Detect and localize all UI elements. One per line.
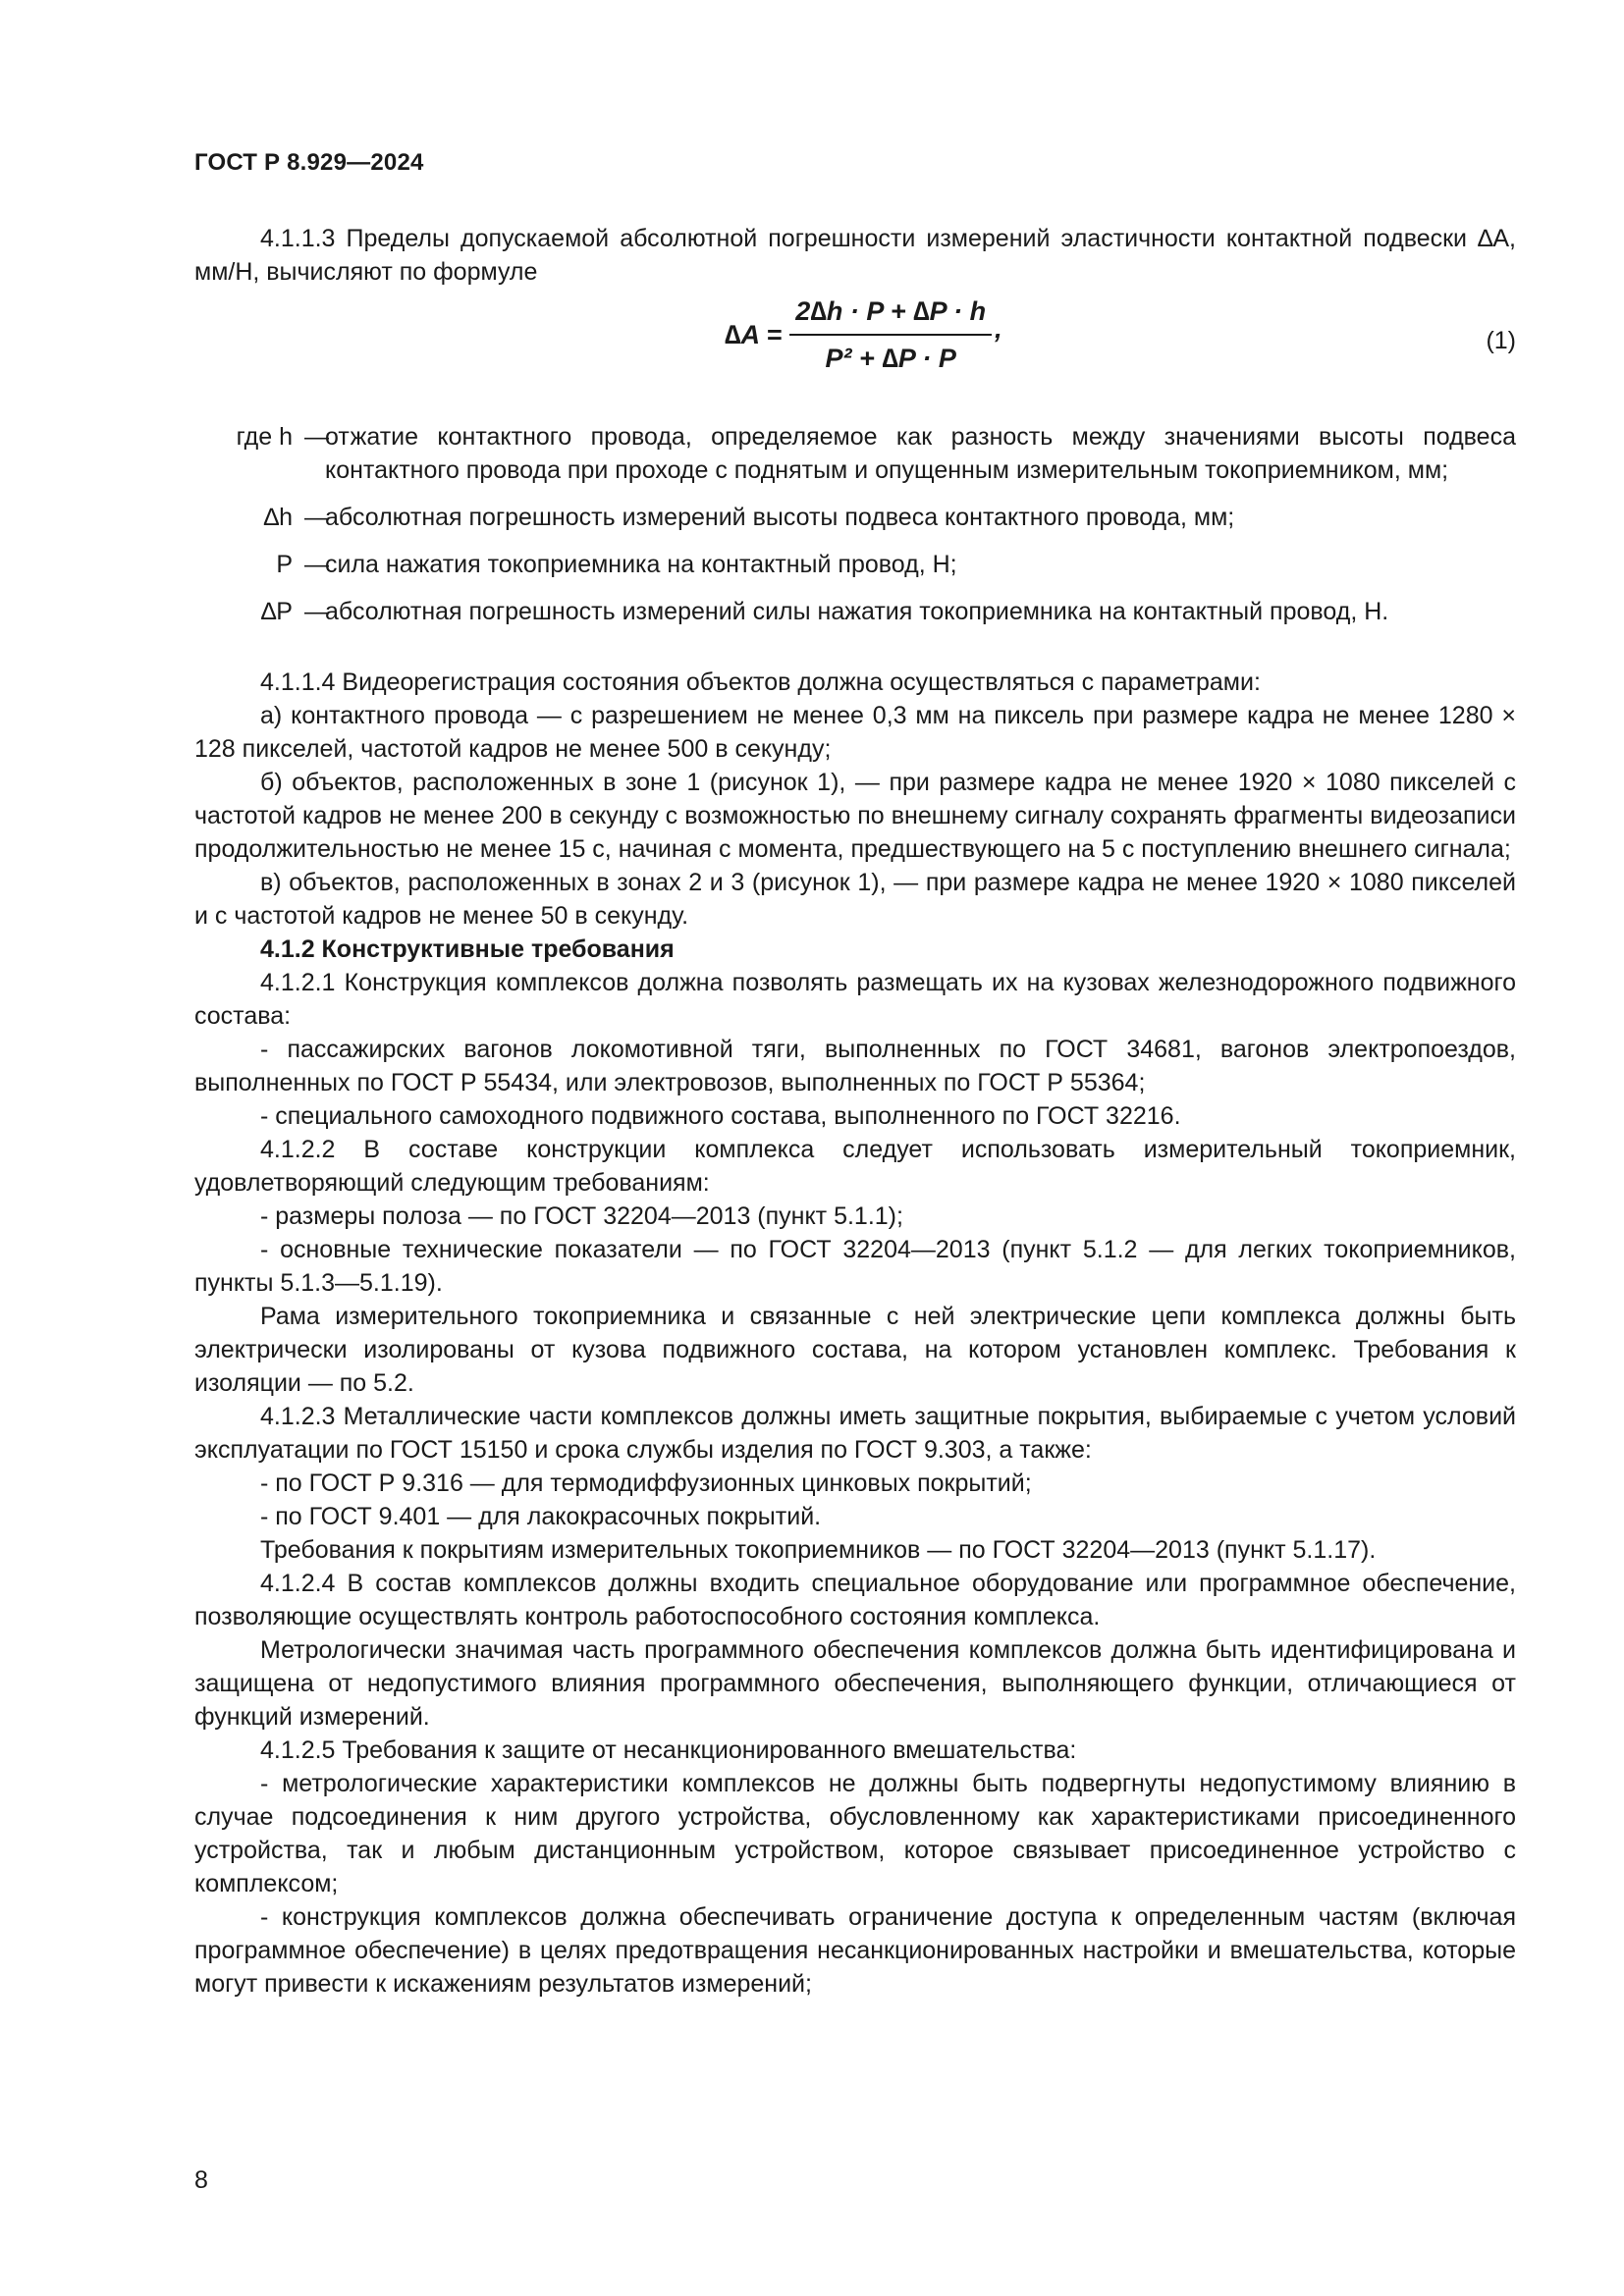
document-header: ГОСТ Р 8.929—2024 bbox=[194, 149, 424, 176]
paragraph: - пассажирских вагонов локомотивной тяги, выполненных по ГОСТ 34681, вагонов электропоездов, выполненных по ГОСТ Р 55434, или электровозов, выполненных по ГОСТ Р 55364; bbox=[194, 1036, 1516, 1096]
where-definition: сила нажатия токоприемника на контактный провод, Н; bbox=[325, 551, 957, 578]
paragraph: Метрологически значимая часть программного обеспечения комплексов должна быть идентифицирована и защищена от недопустимого влияния программного обеспечения, выполняющего функции, отличающиеся от функций измерений. bbox=[194, 1636, 1516, 1731]
paragraph: 4.1.2.1 Конструкция комплексов должна позволять размещать их на кузовах железнодорожного подвижного состава: bbox=[194, 969, 1516, 1030]
where-list bbox=[194, 420, 1516, 628]
where-definition: абсолютная погрешность измерений высоты подвеса контактного провода, мм; bbox=[325, 504, 1235, 531]
formula-fraction bbox=[789, 294, 992, 375]
where-symbol: P bbox=[276, 551, 293, 578]
paragraph: в) объектов, расположенных в зонах 2 и 3 (рисунок 1), — при размере кадра не менее 1920 × 1080 пикселей и с частотой кадров не менее 50 в секунду. bbox=[194, 869, 1516, 930]
paragraph: а) контактного провода — с разрешением не менее 0,3 мм на пиксель при размере кадра не менее 1280 × 128 пикселей, частотой кадров не менее 500 в секунду; bbox=[194, 702, 1516, 763]
where-definition: абсолютная погрешность измерений силы нажатия токоприемника на контактный провод, Н. bbox=[325, 598, 1389, 625]
paragraph: - специального самоходного подвижного состава, выполненного по ГОСТ 32216. bbox=[260, 1102, 1181, 1130]
formula-numerator: 2∆h · P + ∆P · h bbox=[789, 294, 992, 336]
where-item bbox=[194, 595, 1516, 628]
formula-comma: , bbox=[995, 314, 1002, 344]
where-item bbox=[194, 548, 1516, 581]
page-number: 8 bbox=[194, 2166, 208, 2194]
where-dash: — bbox=[304, 551, 329, 578]
paragraph: 4.1.2.3 Металлические части комплексов должны иметь защитные покрытия, выбираемые с учетом условий эксплуатации по ГОСТ 15150 и срока службы изделия по ГОСТ 9.303, а также: bbox=[194, 1403, 1516, 1464]
formula-block bbox=[194, 294, 1516, 391]
formula-lhs: ∆A = bbox=[725, 320, 783, 349]
paragraph: Требования к покрытиям измерительных токоприемников — по ГОСТ 32204—2013 (пункт 5.1.17). bbox=[260, 1536, 1377, 1564]
formula bbox=[725, 294, 1002, 375]
paragraph: 4.1.2.4 В состав комплексов должны входить специальное оборудование или программное обеспечение, позволяющие осуществлять контроль работоспособного состояния комплекса. bbox=[194, 1570, 1516, 1630]
section-heading: 4.1.2 Конструктивные требования bbox=[260, 935, 675, 963]
paragraph: - по ГОСТ 9.401 — для лакокрасочных покрытий. bbox=[260, 1503, 822, 1530]
where-definition: отжатие контактного провода, определяемое как разность между значениями высоты подвеса контактного провода при проходе с поднятым и опущенным измерительным токоприемником, мм; bbox=[325, 423, 1516, 484]
where-dash: — bbox=[304, 598, 329, 625]
paragraph: - метрологические характеристики комплексов не должны быть подвергнуты недопустимому влиянию в случае подсоединения к ним другого устройства, обусловленному как характеристиками присоединенного устройства, так и любым дистанционным устройством, которое связывает присоединенное устройство с комплексом; bbox=[194, 1770, 1516, 1897]
paragraph: - конструкция комплексов должна обеспечивать ограничение доступа к определенным частям (включая программное обеспечение) в целях предотвращения несанкционированных настройки и вмешательства, которые могут привести к искажениям результатов измерений; bbox=[194, 1903, 1516, 1998]
where-dash: — bbox=[304, 504, 329, 531]
formula-number: (1) bbox=[1486, 327, 1516, 354]
paragraph: - основные технические показатели — по ГОСТ 32204—2013 (пункт 5.1.2 — для легких токоприемников, пункты 5.1.3—5.1.19). bbox=[194, 1236, 1516, 1297]
document-body bbox=[194, 222, 1516, 2001]
paragraph: б) объектов, расположенных в зоне 1 (рисунок 1), — при размере кадра не менее 1920 × 1080 пикселей с частотой кадров не менее 200 в секунду с возможностью по внешнему сигналу сохранять фрагменты видеозаписи продолжительностью не менее 15 с, начиная с момента, предшествующего на 5 с поступлению внешнего сигнала; bbox=[194, 769, 1516, 863]
where-symbol: где h bbox=[236, 423, 293, 451]
paragraph: 4.1.2.5 Требования к защите от несанкционированного вмешательства: bbox=[260, 1736, 1077, 1764]
where-symbol: ∆P bbox=[261, 598, 293, 625]
paragraph: - размеры полоза — по ГОСТ 32204—2013 (пункт 5.1.1); bbox=[260, 1202, 903, 1230]
paragraph: 4.1.1.4 Видеорегистрация состояния объектов должна осуществляться с параметрами: bbox=[260, 668, 1261, 696]
paragraph: Рама измерительного токоприемника и связанные с ней электрические цепи комплекса должны быть электрически изолированы от кузова подвижного состава, на котором установлен комплекс. Требования к изоляции — по 5.2. bbox=[194, 1303, 1516, 1397]
where-dash: — bbox=[304, 423, 329, 451]
paragraph: 4.1.2.2 В составе конструкции комплекса следует использовать измерительный токоприемник, удовлетворяющий следующим требованиям: bbox=[194, 1136, 1516, 1197]
where-symbol: ∆h bbox=[263, 504, 293, 531]
paragraph-list bbox=[194, 666, 1516, 2001]
where-item bbox=[194, 501, 1516, 534]
formula-denominator: P² + ∆P · P bbox=[825, 344, 956, 373]
paragraph: - по ГОСТ Р 9.316 — для термодиффузионных цинковых покрытий; bbox=[260, 1469, 1032, 1497]
paragraph-4113: 4.1.1.3 Пределы допускаемой абсолютной погрешности измерений эластичности контактной подвески ∆A, мм/Н, вычисляют по формуле bbox=[194, 225, 1516, 286]
where-item bbox=[194, 420, 1516, 487]
